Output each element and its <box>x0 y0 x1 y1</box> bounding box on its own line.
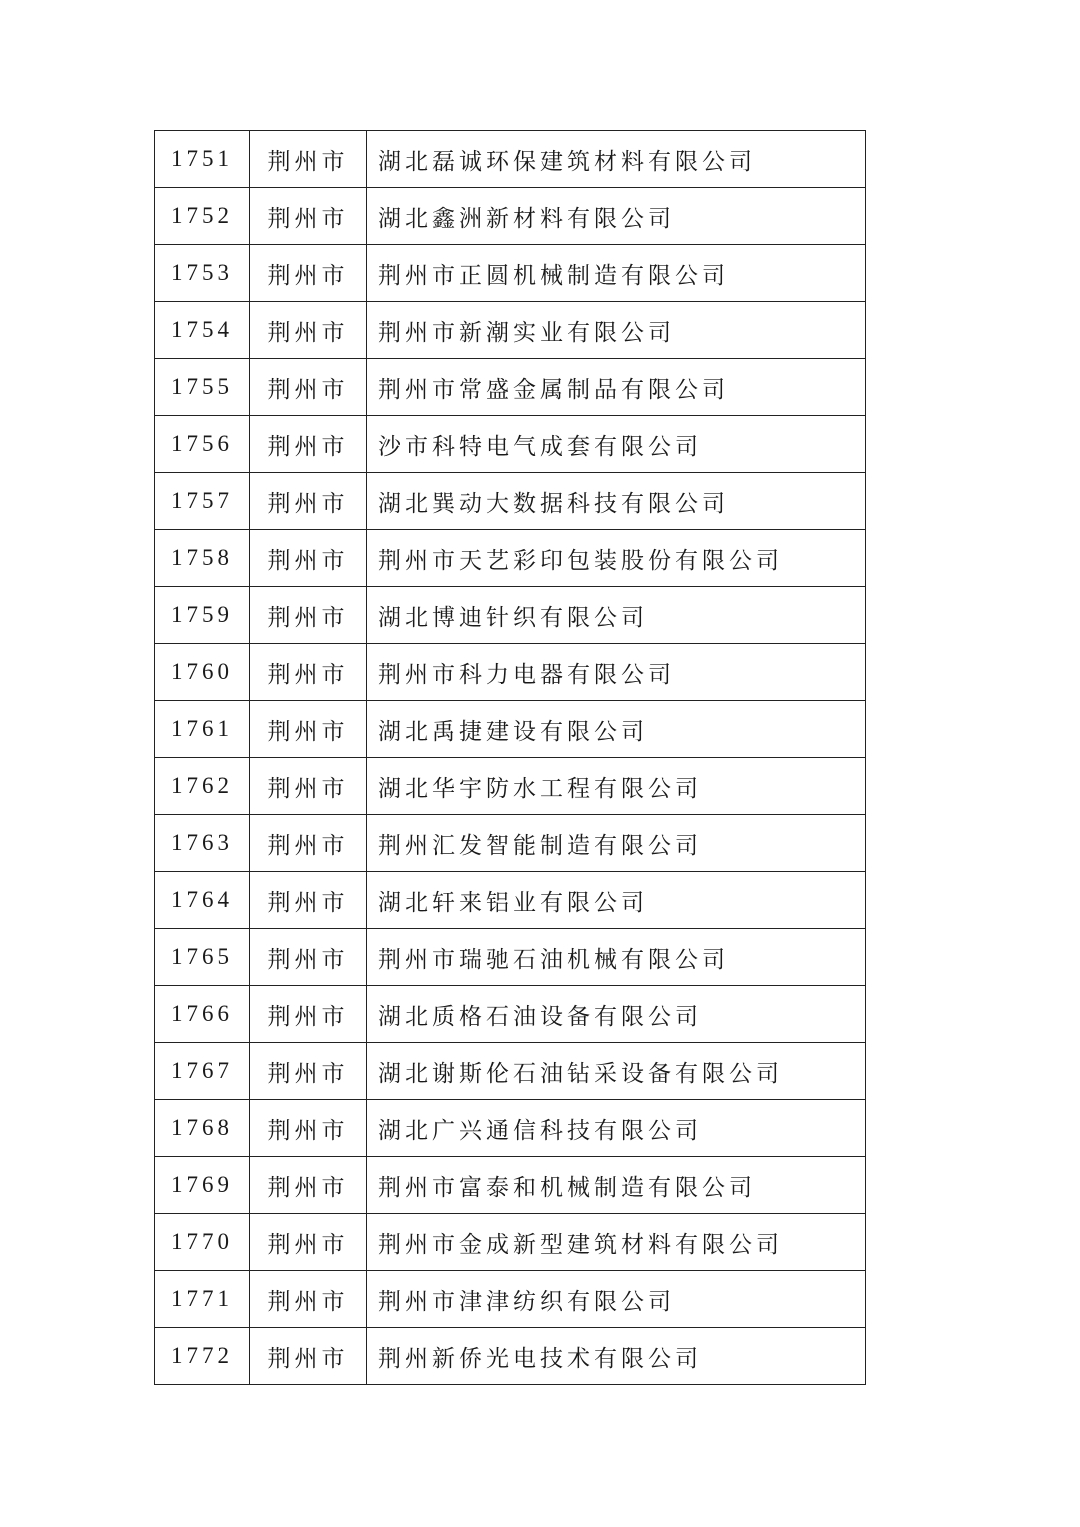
row-number: 1765 <box>155 929 250 986</box>
row-city: 荆州市 <box>250 245 367 302</box>
table-row <box>155 131 866 188</box>
row-company-name: 荆州市新潮实业有限公司 <box>367 302 866 359</box>
row-number: 1766 <box>155 986 250 1043</box>
row-company-name: 荆州市常盛金属制品有限公司 <box>367 359 866 416</box>
row-number: 1770 <box>155 1214 250 1271</box>
row-city: 荆州市 <box>250 1157 367 1214</box>
table-row <box>155 872 866 929</box>
row-city: 荆州市 <box>250 1100 367 1157</box>
row-company-name: 沙市科特电气成套有限公司 <box>367 416 866 473</box>
table-row <box>155 359 866 416</box>
row-number: 1760 <box>155 644 250 701</box>
row-number: 1759 <box>155 587 250 644</box>
row-company-name: 荆州新侨光电技术有限公司 <box>367 1328 866 1385</box>
row-number: 1754 <box>155 302 250 359</box>
row-company-name: 湖北轩来铝业有限公司 <box>367 872 866 929</box>
table-row <box>155 530 866 587</box>
row-number: 1753 <box>155 245 250 302</box>
row-number: 1763 <box>155 815 250 872</box>
row-city: 荆州市 <box>250 188 367 245</box>
row-city: 荆州市 <box>250 1214 367 1271</box>
table-row <box>155 701 866 758</box>
table-row <box>155 1328 866 1385</box>
row-number: 1756 <box>155 416 250 473</box>
row-company-name: 湖北谢斯伦石油钻采设备有限公司 <box>367 1043 866 1100</box>
table-row <box>155 1100 866 1157</box>
table-row <box>155 245 866 302</box>
row-company-name: 荆州市科力电器有限公司 <box>367 644 866 701</box>
row-city: 荆州市 <box>250 530 367 587</box>
table-row <box>155 1157 866 1214</box>
row-company-name: 荆州市金成新型建筑材料有限公司 <box>367 1214 866 1271</box>
table-row <box>155 473 866 530</box>
row-city: 荆州市 <box>250 929 367 986</box>
row-city: 荆州市 <box>250 815 367 872</box>
row-city: 荆州市 <box>250 701 367 758</box>
row-city: 荆州市 <box>250 1043 367 1100</box>
row-company-name: 荆州市瑞驰石油机械有限公司 <box>367 929 866 986</box>
row-company-name: 湖北博迪针织有限公司 <box>367 587 866 644</box>
table-row <box>155 815 866 872</box>
row-company-name: 荆州市正圆机械制造有限公司 <box>367 245 866 302</box>
row-city: 荆州市 <box>250 131 367 188</box>
row-number: 1769 <box>155 1157 250 1214</box>
row-city: 荆州市 <box>250 1271 367 1328</box>
table-row <box>155 758 866 815</box>
table-row <box>155 1043 866 1100</box>
row-number: 1764 <box>155 872 250 929</box>
table-row <box>155 188 866 245</box>
row-city: 荆州市 <box>250 359 367 416</box>
row-company-name: 湖北巽动大数据科技有限公司 <box>367 473 866 530</box>
row-number: 1768 <box>155 1100 250 1157</box>
row-city: 荆州市 <box>250 1328 367 1385</box>
row-number: 1767 <box>155 1043 250 1100</box>
table-row <box>155 644 866 701</box>
table-row <box>155 986 866 1043</box>
row-company-name: 湖北质格石油设备有限公司 <box>367 986 866 1043</box>
table-row <box>155 929 866 986</box>
table-body <box>155 131 866 1385</box>
row-company-name: 湖北鑫洲新材料有限公司 <box>367 188 866 245</box>
table-row <box>155 1271 866 1328</box>
row-number: 1755 <box>155 359 250 416</box>
row-company-name: 荆州汇发智能制造有限公司 <box>367 815 866 872</box>
row-number: 1771 <box>155 1271 250 1328</box>
row-number: 1757 <box>155 473 250 530</box>
row-number: 1752 <box>155 188 250 245</box>
row-city: 荆州市 <box>250 872 367 929</box>
row-city: 荆州市 <box>250 986 367 1043</box>
row-company-name: 湖北广兴通信科技有限公司 <box>367 1100 866 1157</box>
row-number: 1751 <box>155 131 250 188</box>
row-city: 荆州市 <box>250 416 367 473</box>
row-city: 荆州市 <box>250 302 367 359</box>
row-number: 1762 <box>155 758 250 815</box>
row-number: 1758 <box>155 530 250 587</box>
table-row <box>155 302 866 359</box>
row-company-name: 湖北磊诚环保建筑材料有限公司 <box>367 131 866 188</box>
row-company-name: 荆州市富泰和机械制造有限公司 <box>367 1157 866 1214</box>
company-list-table <box>154 130 866 1385</box>
row-number: 1772 <box>155 1328 250 1385</box>
row-company-name: 荆州市天艺彩印包装股份有限公司 <box>367 530 866 587</box>
table-row <box>155 587 866 644</box>
table-row <box>155 416 866 473</box>
row-city: 荆州市 <box>250 758 367 815</box>
table-row <box>155 1214 866 1271</box>
row-city: 荆州市 <box>250 587 367 644</box>
row-city: 荆州市 <box>250 473 367 530</box>
row-company-name: 湖北华宇防水工程有限公司 <box>367 758 866 815</box>
row-company-name: 荆州市津津纺织有限公司 <box>367 1271 866 1328</box>
row-number: 1761 <box>155 701 250 758</box>
row-company-name: 湖北禹捷建设有限公司 <box>367 701 866 758</box>
row-city: 荆州市 <box>250 644 367 701</box>
